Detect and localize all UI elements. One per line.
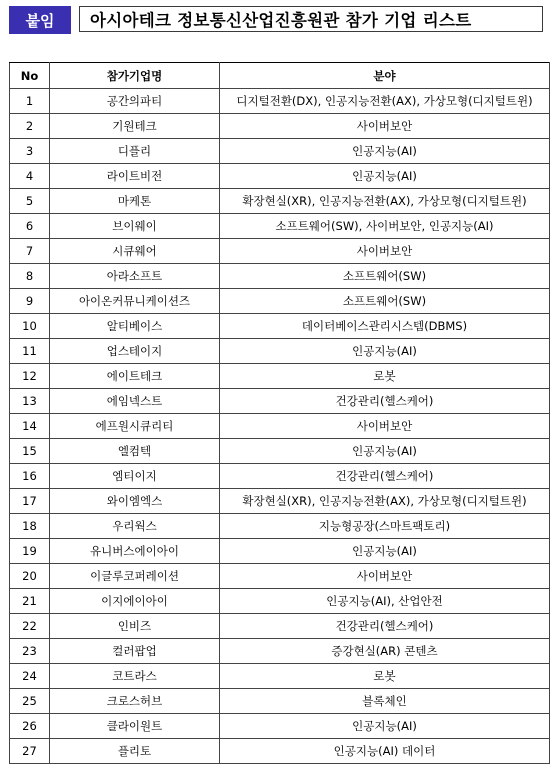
cell-company: 이글루코퍼레이션	[50, 564, 220, 589]
cell-no: 19	[10, 539, 50, 564]
column-header-field: 분야	[220, 63, 550, 89]
table-row	[10, 464, 550, 489]
cell-company: 라이트비전	[50, 164, 220, 189]
cell-company: 시큐웨어	[50, 239, 220, 264]
cell-company: 업스테이지	[50, 339, 220, 364]
cell-no: 7	[10, 239, 50, 264]
cell-field: 확장현실(XR), 인공지능전환(AX), 가상모형(디지털트윈)	[220, 189, 550, 214]
table-row	[10, 389, 550, 414]
table-row	[10, 264, 550, 289]
cell-company: 마케톤	[50, 189, 220, 214]
cell-no: 13	[10, 389, 50, 414]
cell-no: 11	[10, 339, 50, 364]
cell-no: 22	[10, 614, 50, 639]
cell-field: 증강현실(AR) 콘텐츠	[220, 639, 550, 664]
cell-field: 블록체인	[220, 689, 550, 714]
cell-field: 디지털전환(DX), 인공지능전환(AX), 가상모형(디지털트윈)	[220, 89, 550, 114]
cell-field: 소프트웨어(SW)	[220, 264, 550, 289]
cell-no: 23	[10, 639, 50, 664]
cell-field: 사이버보안	[220, 414, 550, 439]
cell-company: 아이온커뮤니케이션즈	[50, 289, 220, 314]
cell-field: 로봇	[220, 664, 550, 689]
cell-field: 로봇	[220, 364, 550, 389]
cell-field: 인공지능(AI), 산업안전	[220, 589, 550, 614]
cell-company: 디플리	[50, 139, 220, 164]
cell-company: 아라소프트	[50, 264, 220, 289]
table-row	[10, 489, 550, 514]
cell-no: 25	[10, 689, 50, 714]
cell-no: 3	[10, 139, 50, 164]
cell-company: 브이웨이	[50, 214, 220, 239]
cell-company: 에프원시큐리티	[50, 414, 220, 439]
cell-field: 소프트웨어(SW)	[220, 289, 550, 314]
cell-field: 소프트웨어(SW), 사이버보안, 인공지능(AI)	[220, 214, 550, 239]
table-row	[10, 689, 550, 714]
table-row	[10, 414, 550, 439]
cell-company: 우리웍스	[50, 514, 220, 539]
cell-company: 공간의파티	[50, 89, 220, 114]
cell-company: 에이트테크	[50, 364, 220, 389]
cell-company: 에임넥스트	[50, 389, 220, 414]
cell-field: 건강관리(헬스케어)	[220, 614, 550, 639]
cell-field: 사이버보안	[220, 564, 550, 589]
table-row	[10, 339, 550, 364]
table-row	[10, 614, 550, 639]
cell-field: 건강관리(헬스케어)	[220, 464, 550, 489]
table-row	[10, 164, 550, 189]
cell-no: 8	[10, 264, 50, 289]
cell-no: 5	[10, 189, 50, 214]
cell-no: 21	[10, 589, 50, 614]
column-header-no: No	[10, 63, 50, 89]
cell-company: 코트라스	[50, 664, 220, 689]
cell-field: 인공지능(AI)	[220, 439, 550, 464]
attachment-badge: 붙임	[9, 6, 71, 34]
table-row	[10, 239, 550, 264]
table-row	[10, 589, 550, 614]
cell-no: 16	[10, 464, 50, 489]
table-row	[10, 539, 550, 564]
cell-company: 와이엠엑스	[50, 489, 220, 514]
cell-company: 엘컴텍	[50, 439, 220, 464]
table-row	[10, 739, 550, 764]
page-title: 아시아테크 정보통신산업진흥원관 참가 기업 리스트	[90, 11, 472, 30]
cell-no: 15	[10, 439, 50, 464]
cell-no: 14	[10, 414, 50, 439]
cell-no: 18	[10, 514, 50, 539]
table-header-row	[10, 63, 550, 89]
cell-no: 4	[10, 164, 50, 189]
cell-company: 인비즈	[50, 614, 220, 639]
cell-no: 17	[10, 489, 50, 514]
cell-field: 인공지능(AI)	[220, 139, 550, 164]
table-row	[10, 214, 550, 239]
cell-field: 인공지능(AI)	[220, 164, 550, 189]
cell-no: 1	[10, 89, 50, 114]
table-row	[10, 364, 550, 389]
cell-field: 인공지능(AI) 데이터	[220, 739, 550, 764]
cell-company: 알티베이스	[50, 314, 220, 339]
cell-company: 플리토	[50, 739, 220, 764]
cell-no: 2	[10, 114, 50, 139]
cell-field: 데이터베이스관리시스템(DBMS)	[220, 314, 550, 339]
company-list-table	[9, 62, 550, 764]
table-row	[10, 514, 550, 539]
document-header	[9, 6, 545, 34]
table-row	[10, 714, 550, 739]
cell-field: 사이버보안	[220, 114, 550, 139]
cell-company: 기원테크	[50, 114, 220, 139]
table-row	[10, 189, 550, 214]
cell-no: 26	[10, 714, 50, 739]
cell-field: 인공지능(AI)	[220, 539, 550, 564]
table-row	[10, 139, 550, 164]
table-row	[10, 639, 550, 664]
table-row	[10, 664, 550, 689]
table-row	[10, 89, 550, 114]
cell-no: 27	[10, 739, 50, 764]
column-header-company: 참가기업명	[50, 63, 220, 89]
cell-no: 20	[10, 564, 50, 589]
cell-field: 인공지능(AI)	[220, 714, 550, 739]
cell-field: 확장현실(XR), 인공지능전환(AX), 가상모형(디지털트윈)	[220, 489, 550, 514]
cell-no: 12	[10, 364, 50, 389]
table-row	[10, 314, 550, 339]
table-row	[10, 564, 550, 589]
cell-no: 6	[10, 214, 50, 239]
cell-field: 지능형공장(스마트팩토리)	[220, 514, 550, 539]
cell-company: 엠티이지	[50, 464, 220, 489]
cell-company: 클라이원트	[50, 714, 220, 739]
cell-no: 24	[10, 664, 50, 689]
table-row	[10, 439, 550, 464]
cell-field: 사이버보안	[220, 239, 550, 264]
cell-field: 건강관리(헬스케어)	[220, 389, 550, 414]
cell-company: 이지에이아이	[50, 589, 220, 614]
table-row	[10, 289, 550, 314]
cell-company: 컬러팝업	[50, 639, 220, 664]
cell-no: 9	[10, 289, 50, 314]
title-box	[79, 6, 543, 32]
cell-company: 유니버스에이아이	[50, 539, 220, 564]
cell-no: 10	[10, 314, 50, 339]
table-row	[10, 114, 550, 139]
cell-company: 크로스허브	[50, 689, 220, 714]
cell-field: 인공지능(AI)	[220, 339, 550, 364]
